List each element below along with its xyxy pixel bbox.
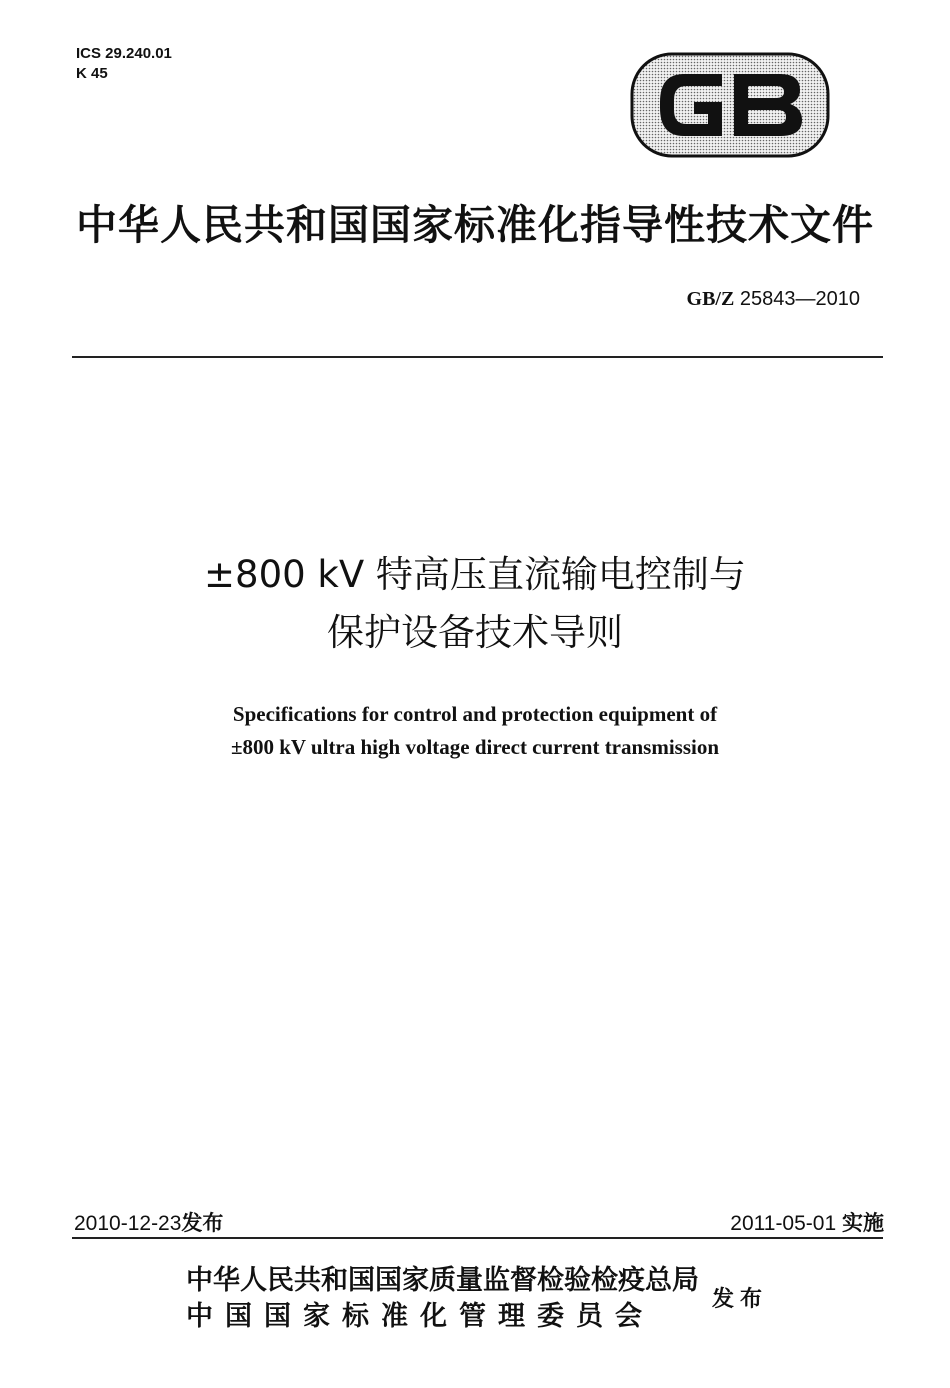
implement-label: 实施 bbox=[842, 1211, 884, 1235]
title-cn-line-2: 保护设备技术导则 bbox=[327, 611, 623, 654]
classification-block bbox=[76, 44, 172, 84]
issue-date: 2010-12-23 bbox=[74, 1212, 182, 1235]
document-type-heading: 中华人民共和国国家标准化指导性技术文件 bbox=[76, 201, 874, 249]
standard-number-value: 25843—2010 bbox=[739, 288, 860, 310]
bottom-divider bbox=[72, 1237, 883, 1239]
ics-code: ICS 29.240.01 bbox=[76, 45, 172, 62]
standard-number bbox=[687, 288, 860, 311]
issue-label: 发布 bbox=[181, 1211, 224, 1235]
standard-code: GB/Z bbox=[686, 288, 735, 310]
gb-national-standard-logo-icon bbox=[630, 52, 830, 158]
title-cn-line-1: ±800 kV 特高压直流输电控制与 bbox=[204, 553, 746, 596]
top-divider bbox=[72, 356, 883, 358]
publish-label: 发布 bbox=[712, 1286, 769, 1312]
gb-logo bbox=[630, 52, 830, 158]
implement-date-block bbox=[730, 1207, 884, 1237]
issue-date-block bbox=[74, 1207, 223, 1237]
issuer-line-1: 中华人民共和国国家质量监督检验检疫总局 bbox=[186, 1265, 699, 1296]
title-en-line-2: ±800 kV ultra high voltage direct current transmission bbox=[230, 735, 720, 759]
title-en-line-1: Specifications for control and protection equipment of bbox=[232, 702, 718, 726]
implement-date: 2011-05-01 bbox=[730, 1212, 837, 1235]
issuer-line-2: 中国国家标准化管理委员会 bbox=[186, 1301, 654, 1332]
ccs-code: K 45 bbox=[76, 65, 108, 82]
